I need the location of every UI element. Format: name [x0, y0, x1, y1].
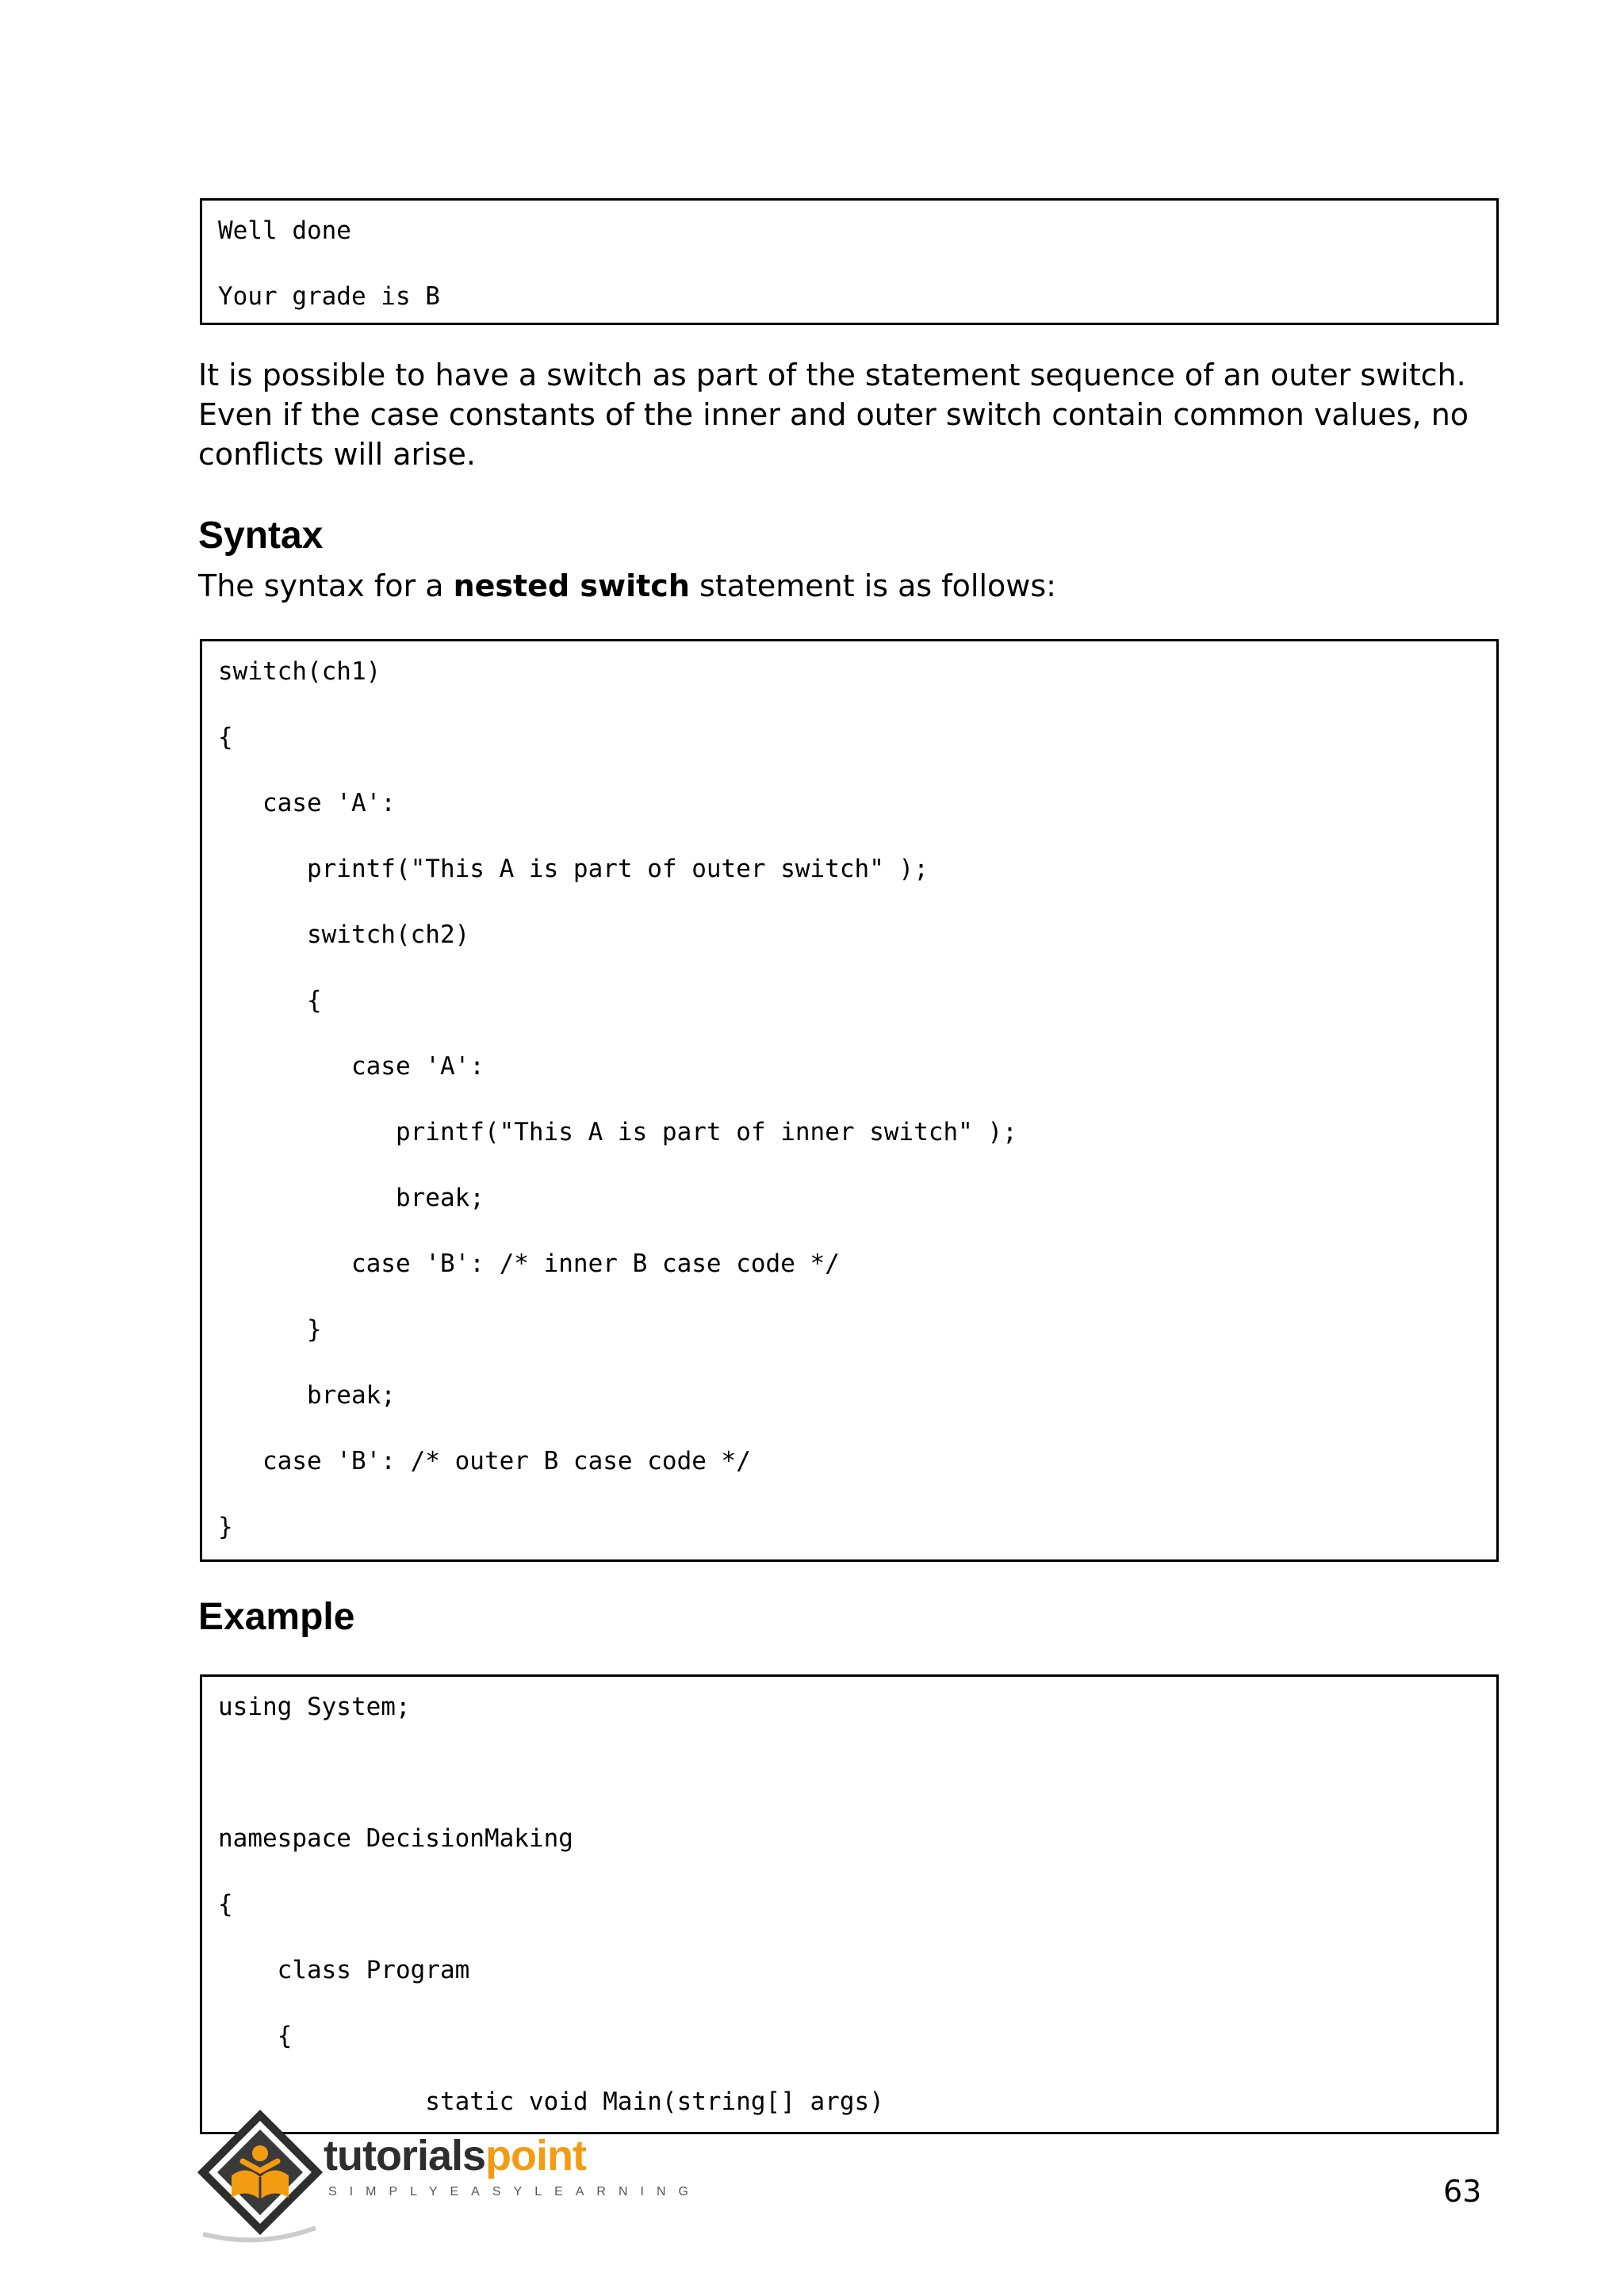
- syntax-intro-text-end: statement is as follows:: [689, 568, 1056, 603]
- syntax-code-box: [200, 639, 1499, 1562]
- intro-paragraph: It is possible to have a switch as part of the statement sequence of an outer switch. Even if the case constants of the inner and outer switch contain common values, no conflicts will arise.: [198, 358, 1469, 472]
- syntax-intro-bold: nested switch: [453, 568, 690, 603]
- code-line: {: [218, 1890, 233, 1919]
- code-line: class Program: [218, 1956, 470, 1984]
- code-line: break;: [218, 1381, 396, 1410]
- code-line: {: [218, 2022, 293, 2050]
- code-line: }: [218, 1513, 233, 1541]
- logo-wordmark: [324, 2131, 586, 2180]
- code-line: case 'B': /* inner B case code */: [218, 1249, 840, 1278]
- code-line: [218, 1740, 1496, 1806]
- code-line: break;: [218, 1184, 485, 1212]
- logo-emblem-icon: [197, 2109, 324, 2244]
- code-line: printf("This A is part of outer switch" );: [218, 855, 929, 883]
- code-line: namespace DecisionMaking: [218, 1824, 573, 1853]
- code-line: Well done: [218, 216, 351, 245]
- code-line: case 'A':: [218, 1052, 485, 1081]
- page-number: 63: [1443, 2174, 1482, 2209]
- example-code-box: [200, 1674, 1499, 2134]
- syntax-intro-text: The syntax for a: [198, 568, 454, 603]
- code-line: using System;: [218, 1693, 411, 1721]
- code-line: Your grade is B: [218, 282, 440, 311]
- logo-word-1: tutorials: [324, 2132, 486, 2179]
- code-line: switch(ch1): [218, 657, 381, 686]
- syntax-intro: [198, 566, 1507, 606]
- code-line: {: [218, 986, 322, 1015]
- code-line: {: [218, 723, 233, 752]
- code-line: static void Main(string[] args): [218, 2087, 884, 2116]
- output-code-box: [200, 198, 1499, 325]
- code-line: printf("This A is part of inner switch" );: [218, 1118, 1017, 1146]
- logo-word-2: point: [485, 2132, 586, 2179]
- logo-tagline: SIMPLYEASYLEARNING: [328, 2185, 701, 2198]
- tutorialspoint-logo: [197, 2109, 701, 2244]
- syntax-heading: Syntax: [198, 515, 324, 557]
- code-line: case 'A':: [218, 789, 396, 817]
- code-line: }: [218, 1315, 322, 1344]
- code-line: switch(ch2): [218, 920, 470, 949]
- example-heading: Example: [198, 1596, 355, 1638]
- code-line: case 'B': /* outer B case code */: [218, 1447, 751, 1475]
